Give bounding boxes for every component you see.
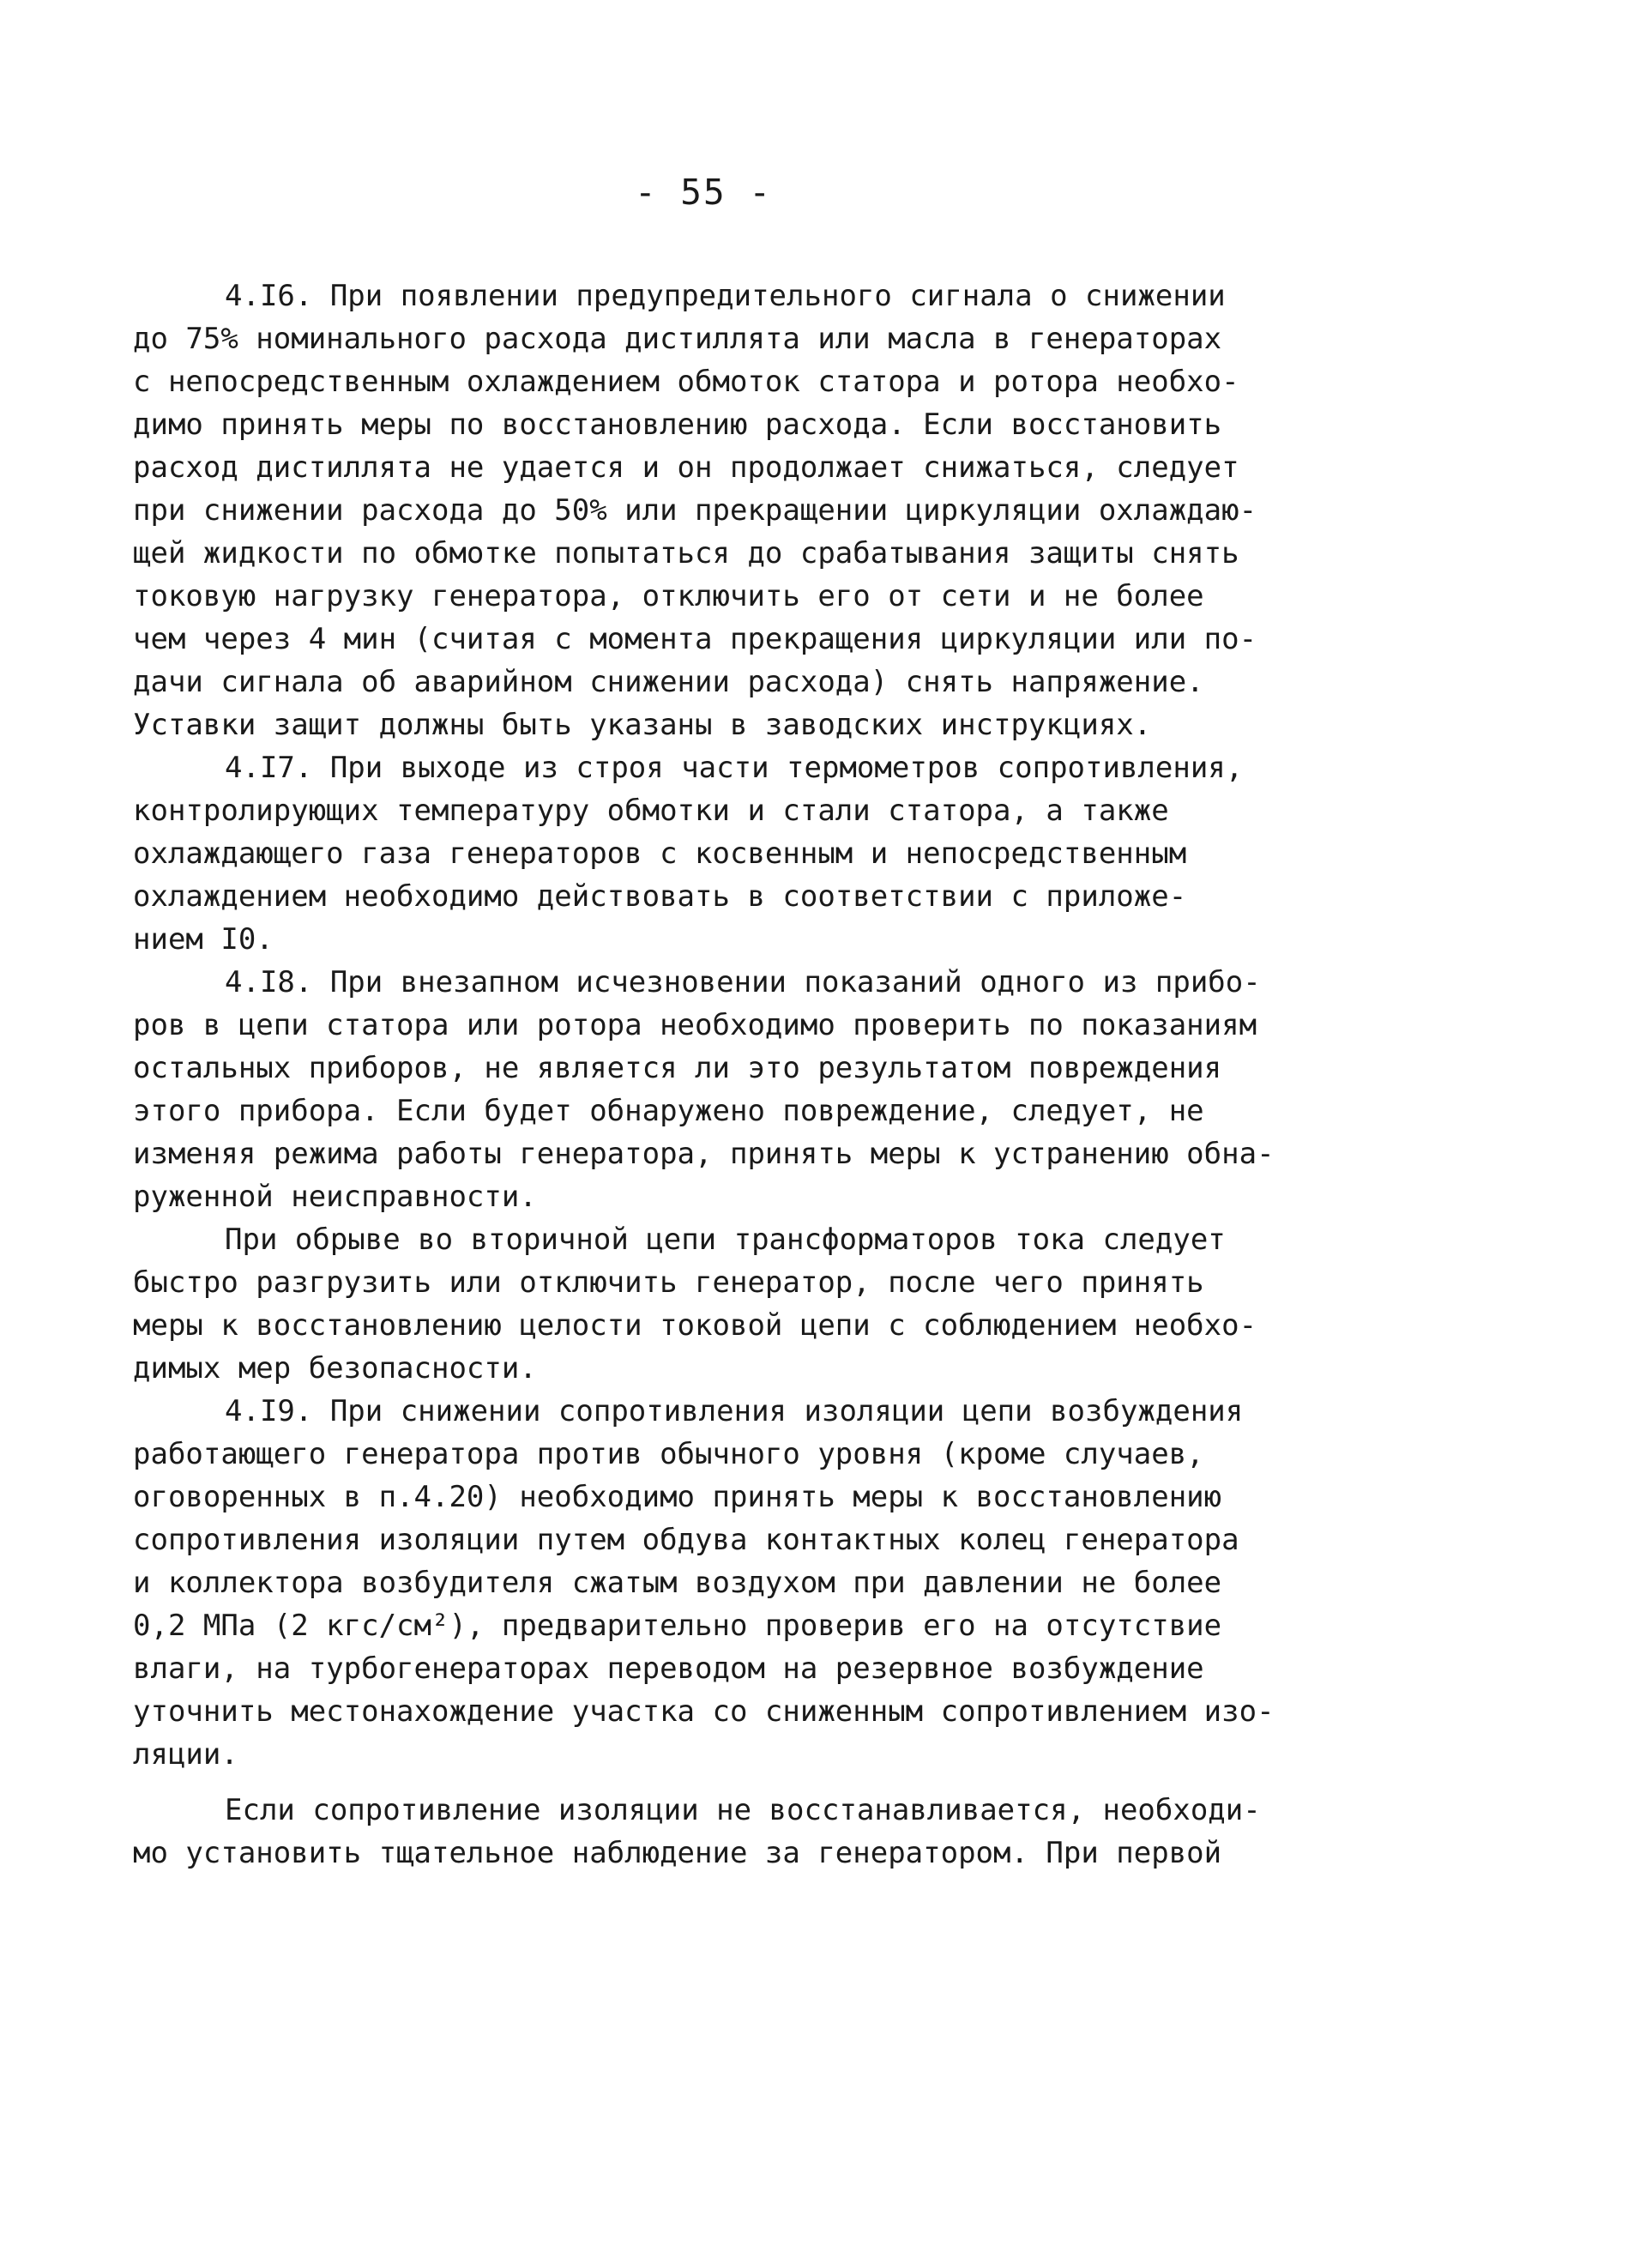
text-line: димо принять меры по восстановлению расхода. Если восстановить	[133, 408, 1222, 442]
text-line: при снижении расхода до 50% или прекращении циркуляции охлаждаю-	[133, 493, 1257, 528]
text-line: меры к восстановлению целости токовой цепи с соблюдением необхо-	[133, 1308, 1257, 1343]
text-line: нием I0.	[133, 922, 274, 957]
text-line: остальных приборов, не является ли это результатом повреждения	[133, 1051, 1222, 1085]
text-line: 4.I6. При появлении предупредительного сигнала о снижении	[225, 279, 1226, 313]
text-line: с непосредственным охлаждением обмоток статора и ротора необхо-	[133, 365, 1239, 399]
text-line: расход дистиллята не удается и он продолжает снижаться, следует	[133, 450, 1239, 485]
text-line: димых мер безопасности.	[133, 1351, 537, 1386]
text-line: влаги, на турбогенераторах переводом на резервное возбуждение	[133, 1651, 1204, 1686]
text-line: сопротивления изоляции путем обдува контактных колец генератора	[133, 1523, 1239, 1557]
page-number: - 55 -	[634, 172, 773, 213]
text-line: уточнить местонахождение участка со сниженным сопротивлением изо-	[133, 1694, 1275, 1729]
text-line: охлаждающего газа генераторов с косвенным и непосредственным	[133, 836, 1187, 871]
text-line: оговоренных в п.4.20) необходимо принять меры к восстановлению	[133, 1480, 1222, 1514]
text-line: щей жидкости по обмотке попытаться до срабатывания защиты снять	[133, 536, 1239, 571]
text-line: Если сопротивление изоляции не восстанавливается, необходи-	[225, 1793, 1261, 1827]
text-line: Уставки защит должны быть указаны в заводских инструкциях.	[133, 708, 1152, 742]
text-line: 4.I9. При снижении сопротивления изоляции цепи возбуждения	[225, 1394, 1244, 1428]
text-line: дачи сигнала об аварийном снижении расхода) снять напряжение.	[133, 665, 1204, 699]
text-line: быстро разгрузить или отключить генератор, после чего принять	[133, 1265, 1204, 1300]
text-line: охлаждением необходимо действовать в соответствии с приложе-	[133, 879, 1187, 914]
text-line: и коллектора возбудителя сжатым воздухом при давлении не более	[133, 1566, 1222, 1600]
text-line: 0,2 МПа (2 кгс/см²), предварительно проверив его на отсутствие	[133, 1609, 1222, 1643]
text-line: изменяя режима работы генератора, принять меры к устранению обна-	[133, 1137, 1275, 1171]
text-line: до 75% номинального расхода дистиллята или масла в генераторах	[133, 322, 1222, 356]
text-line: мо установить тщательное наблюдение за генератором. При первой	[133, 1836, 1222, 1870]
text-line: При обрыве во вторичной цепи трансформаторов тока следует	[225, 1223, 1226, 1257]
text-line: 4.I7. При выходе из строя части термометров сопротивления,	[225, 751, 1244, 785]
text-line: руженной неисправности.	[133, 1180, 537, 1214]
text-line: ров в цепи статора или ротора необходимо проверить по показаниям	[133, 1008, 1257, 1042]
text-line: токовую нагрузку генератора, отключить его от сети и не более	[133, 579, 1204, 613]
text-line: 4.I8. При внезапном исчезновении показаний одного из прибо-	[225, 965, 1261, 999]
text-line: работающего генератора против обычного уровня (кроме случаев,	[133, 1437, 1204, 1471]
text-line: этого прибора. Если будет обнаружено повреждение, следует, не	[133, 1094, 1204, 1128]
text-line: ляции.	[133, 1737, 238, 1772]
text-line: контролирующих температуру обмотки и стали статора, а также	[133, 794, 1169, 828]
text-line: чем через 4 мин (считая с момента прекращения циркуляции или по-	[133, 622, 1257, 656]
